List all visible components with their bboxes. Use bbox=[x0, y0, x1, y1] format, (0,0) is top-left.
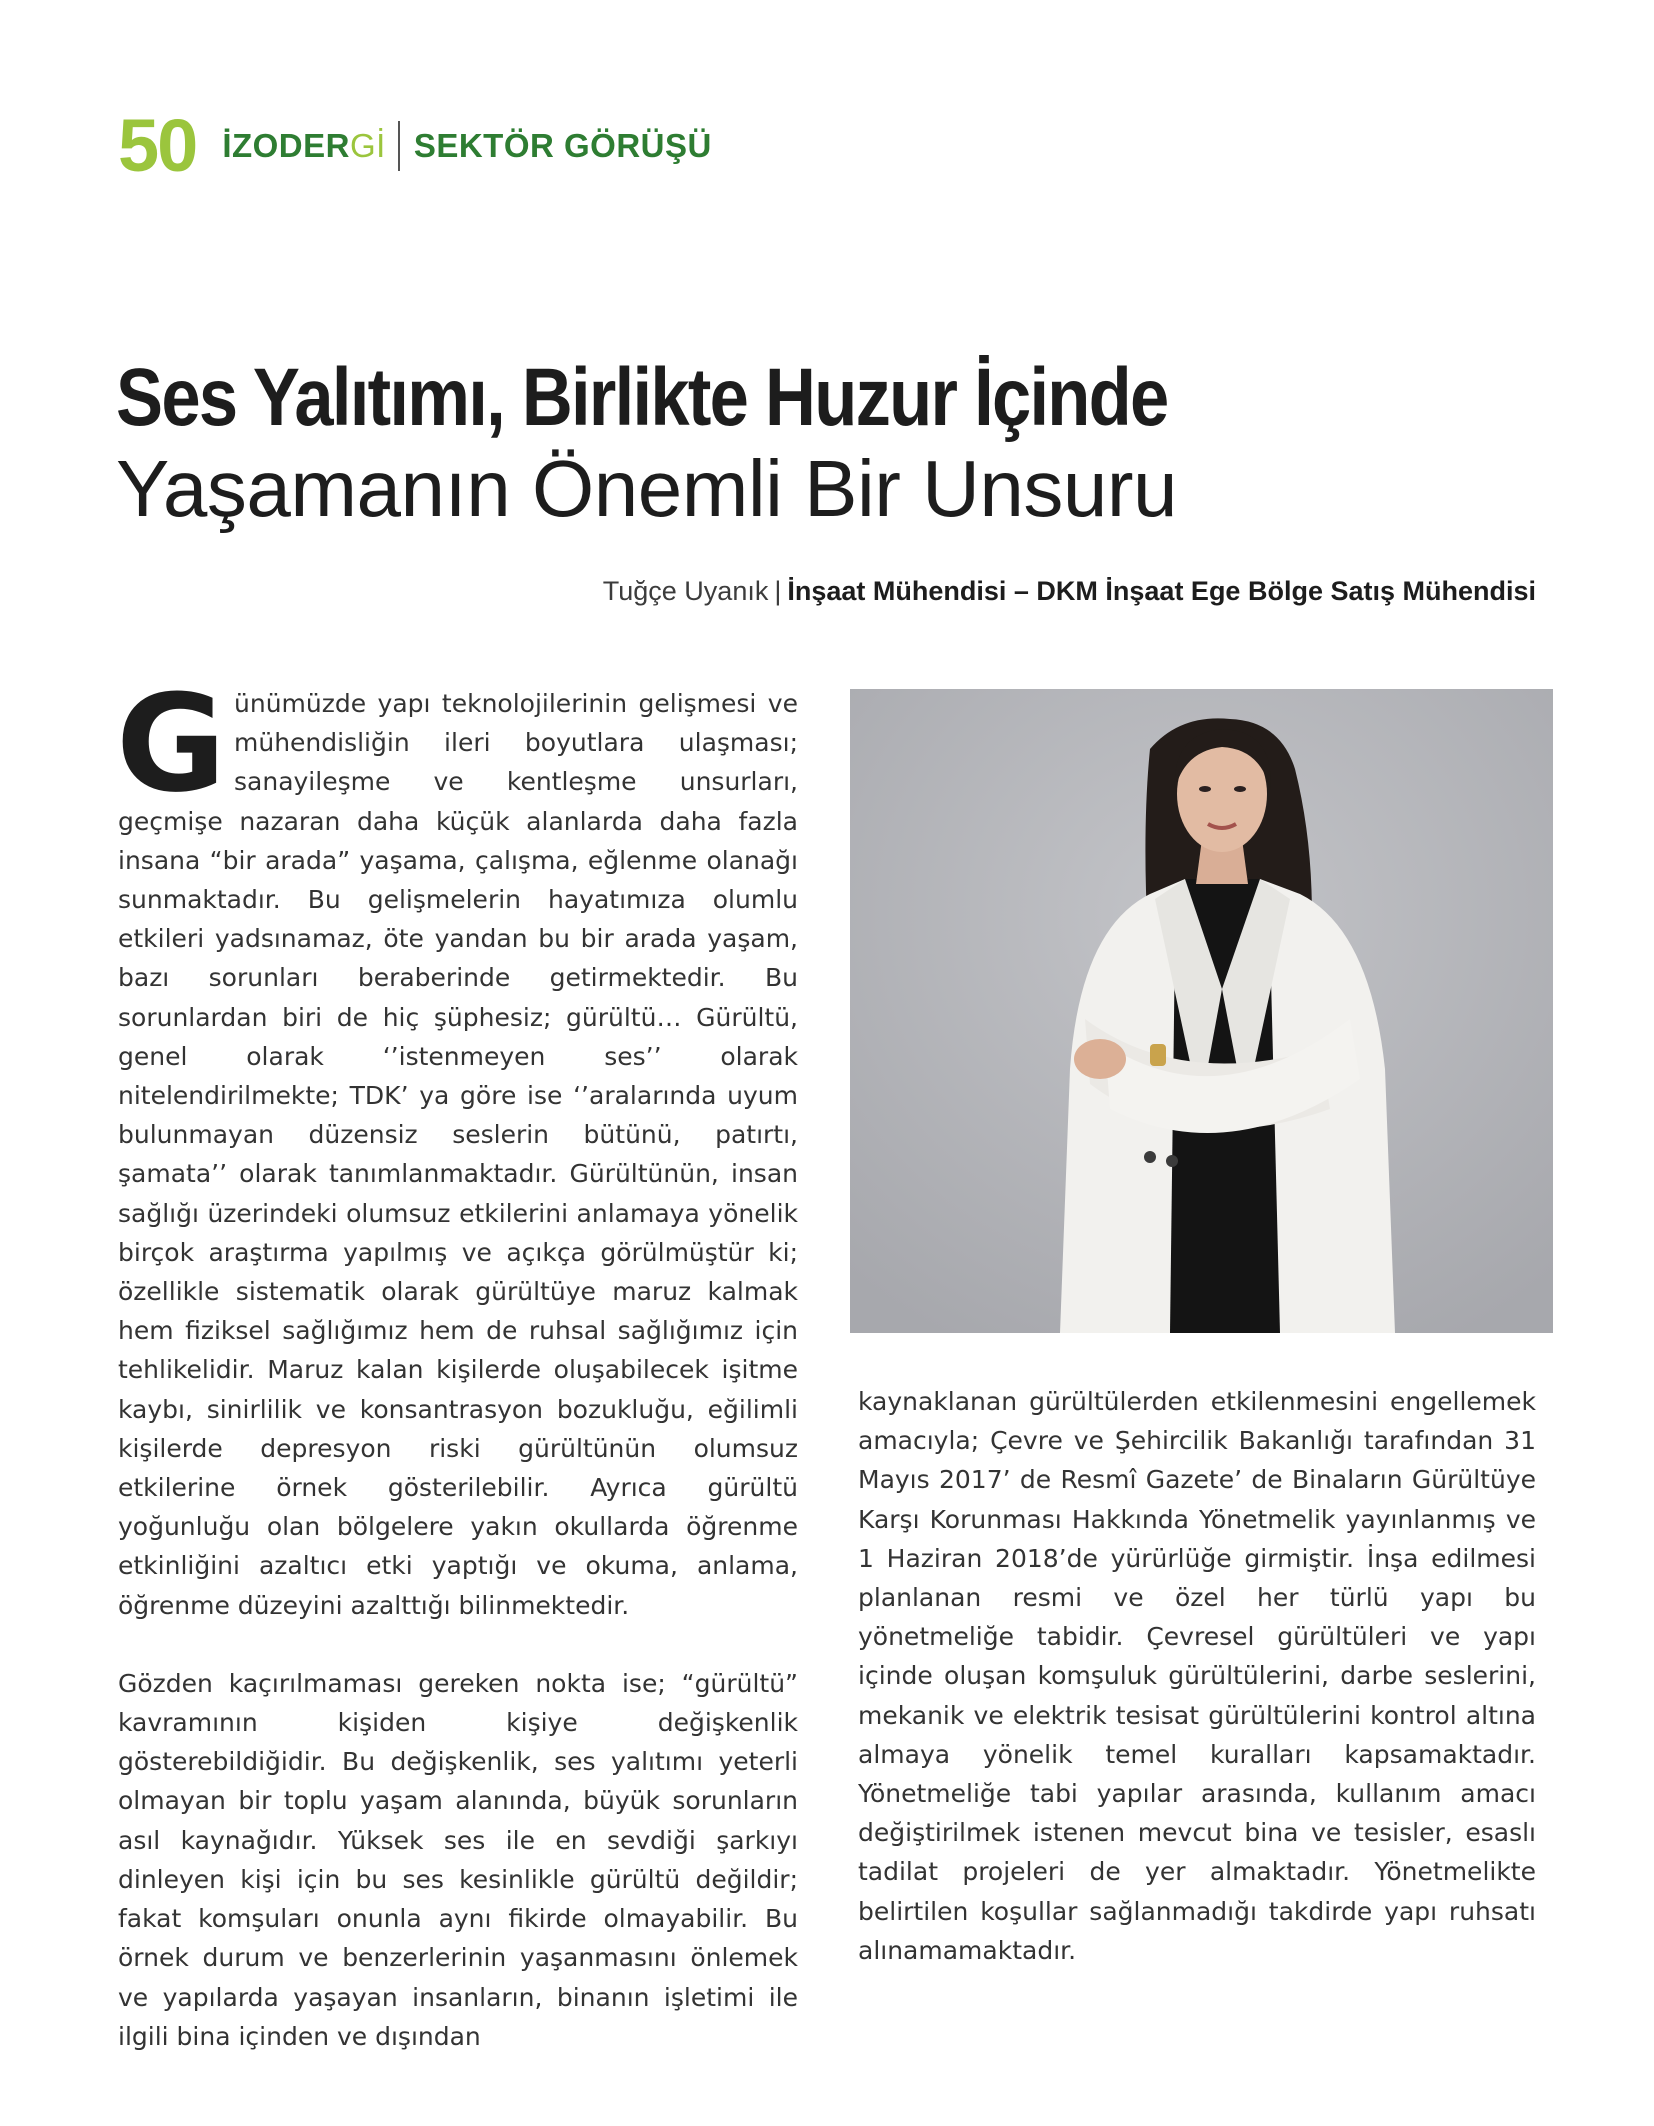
section-label: SEKTÖR GÖRÜŞÜ bbox=[413, 127, 712, 164]
article-title bbox=[116, 352, 1536, 534]
paragraph-second: Gözden kaçırılmaması gereken nokta ise; “gürültü” kavramının kişiden kişiye değişkenlik gösterebildiğidir. Bu değişkenlik, ses yalıtımı yeterli olmayan bir toplu yaşam alanında, büyük sorunların asıl kaynağıdır. Yüksek ses ile en sevdiği şarkıyı dinleyen kişi için bu ses kesinlikle gürültü değildir; fakat komşuları onunla aynı fikirde olmayabilir. Bu örnek durum ve benzerlerinin yaşanmasını önlemek ve yapılarda yaşayan insanların, binanın işletimi ile ilgili bina içinden ve dışından bbox=[118, 1668, 798, 2051]
title-line-2: Yaşamanın Önemli Bir Unsuru bbox=[116, 444, 1177, 533]
byline-separator: | bbox=[774, 576, 782, 606]
paragraph-intro-text: ünümüzde yapı teknolojilerinin gelişmesi ve mühendisliğin ileri boyutlara ulaşması; sanayileşme ve kentleşme unsurları, geçmişe nazaran daha küçük alanlarda daha fazla insana “bir arada” yaşama, çalışma, eğlenme olanağı sunmaktadır. Bu gelişmelerin hayatımıza olumlu etkileri yadsınamaz, öte yandan bu bir arada yaşam, bazı sorunları beraberinde getirmektedir. Bu sorunlardan biri de hiç şüphesiz; gürültü… Gürültü, genel olarak ‘’istenmeyen ses’’ olarak nitelendirilmekte; TDK’ ya göre ise ‘’aralarında uyum bulunmayan düzensiz seslerin bütünü, patırtı, şamata’’ olarak tanımlanmaktadır. Gürültünün, insan sağlığı üzerindeki olumsuz etkilerini anlamaya yönelik birçok araştırma yapılmış ve açıkça görülmüştür ki; özellikle sistematik olarak gürültüye maruz kalmak hem fiziksel sağlığımız hem de ruhsal sağlığımız için tehlikelidir. Maruz kalan kişilerde oluşabilecek işitme kaybı, sinirlilik ve konsantrasyon bozukluğu, eğilimli kişilerde depresyon riski gürültünün olumsuz etkilerine örnek gösterilebilir. Ayrıca gürültü yoğunluğu olan bölgelere yakın okullarda öğrenme etkinliğini azaltıcı etki yaptığı ve okuma, anlama, öğrenme düzeyini azalttığı bilinmektedir. bbox=[118, 689, 798, 1620]
title-line-1: Ses Yalıtımı, Birlikte Huzur İçinde bbox=[116, 352, 1168, 443]
page-number: 50 bbox=[118, 104, 197, 187]
article-column-right bbox=[858, 1382, 1536, 1970]
magazine-brand bbox=[222, 127, 386, 165]
author-role: İnşaat Mühendisi – DKM İnşaat Ege Bölge Satış Mühendisi bbox=[787, 576, 1536, 606]
byline bbox=[603, 576, 1536, 607]
header-divider bbox=[398, 121, 400, 171]
page-header bbox=[118, 104, 712, 187]
article-column-left bbox=[116, 666, 798, 2056]
brand-suffix: Gİ bbox=[349, 127, 386, 164]
paragraph-intro bbox=[116, 666, 798, 1625]
author-photo bbox=[850, 689, 1553, 1333]
paragraph-third: kaynaklanan gürültülerden etkilenmesini engellemek amacıyla; Çevre ve Şehircilik Bakanlığı tarafından 31 Mayıs 2017’ de Resmî Gazete’ de Binaların Gürültüye Karşı Korunması Hakkında Yönetmelik yayınlanmış ve 1 Haziran 2018’de yürürlüğe girmiştir. İnşa edilmesi planlanan resmi ve özel her türlü yapı bu yönetmeliğe tabidir. Çevresel gürültüleri ve yapı içinde oluşan komşuluk gürültülerini, darbe seslerini, mekanik ve elektrik tesisat gürültülerini kontrol altına almaya yönelik temel kuralları kapsamaktadır. Yönetmeliğe tabi yapılar arasında, kullanım amacı değiştirilmek istenen mevcut bina ve tesisler, esaslı tadilat projeleri de yer almaktadır. Yönetmelikte belirtilen koşullar sağlanmadığı takdirde yapı ruhsatı alınamamaktadır. bbox=[858, 1387, 1536, 1965]
brand-main: İZODER bbox=[222, 127, 350, 164]
author-portrait-illustration bbox=[850, 689, 1553, 1333]
drop-cap: G bbox=[116, 666, 226, 822]
author-name: Tuğçe Uyanık bbox=[602, 576, 769, 606]
